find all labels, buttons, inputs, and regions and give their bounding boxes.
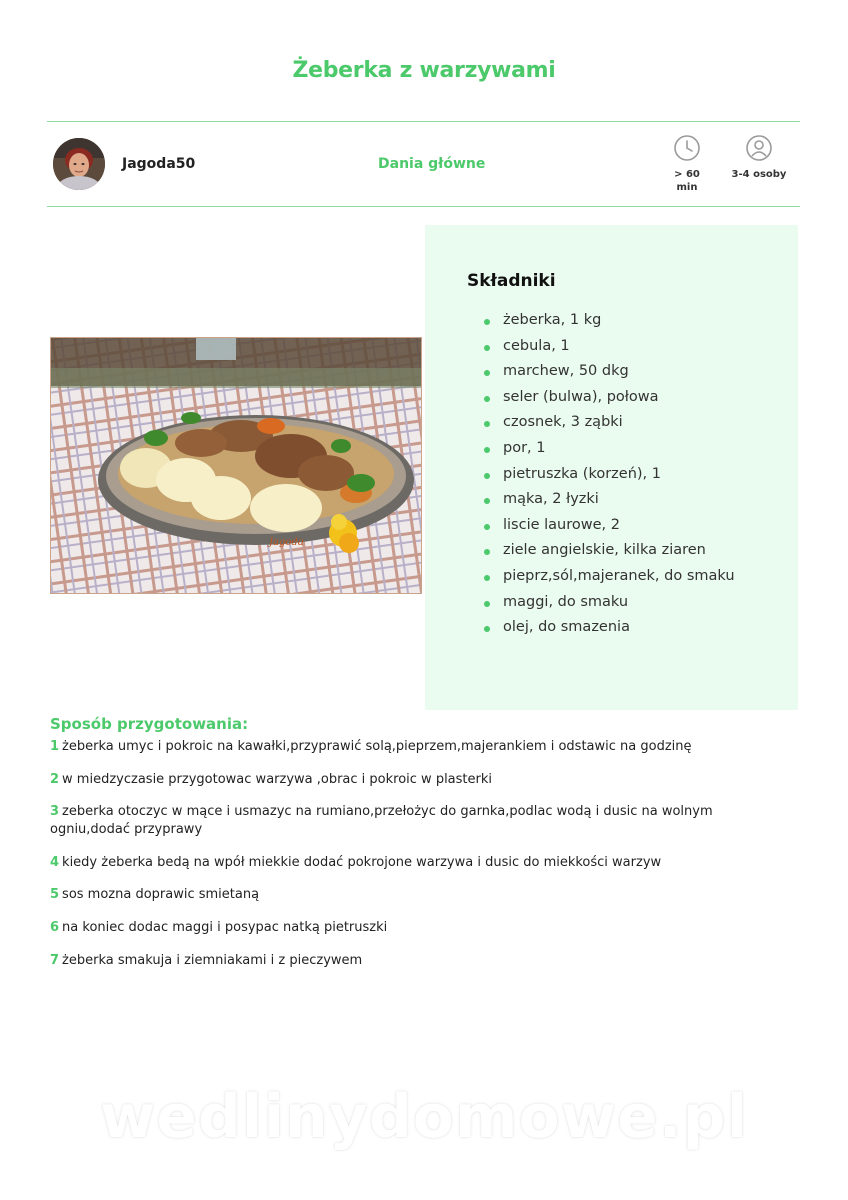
ingredient-item: liscie laurowe, 2 [503, 513, 735, 539]
ingredient-item: seler (bulwa), połowa [503, 385, 735, 411]
step-number: 2 [50, 771, 60, 787]
prep-time [667, 134, 707, 194]
step-number: 7 [50, 952, 60, 968]
preparation-steps [50, 738, 790, 984]
step-text: sos mozna doprawic smietaną [62, 887, 260, 903]
servings-value: 3-4 osoby [731, 169, 787, 180]
ingredient-item: żeberka, 1 kg [503, 308, 735, 334]
preparation-step [50, 886, 790, 904]
avatar-photo [53, 138, 105, 190]
step-text: na koniec dodac maggi i posypac natką pietruszki [62, 919, 388, 935]
prep-time-value: > 60 [674, 169, 700, 180]
ingredients-title: Składniki [467, 271, 556, 291]
dish-photo [51, 338, 422, 594]
ingredient-item: maggi, do smaku [503, 590, 735, 616]
site-watermark: wedlinydomowe.pl [99, 1082, 749, 1152]
ingredient-item: czosnek, 3 ząbki [503, 410, 735, 436]
ingredients-panel [425, 225, 798, 710]
ingredient-item: pieprz,sól,majeranek, do smaku [503, 564, 735, 590]
preparation-step [50, 803, 790, 839]
ingredient-item: pietruszka (korzeń), 1 [503, 462, 735, 488]
user-icon [745, 134, 773, 162]
preparation-step [50, 919, 790, 937]
step-number: 6 [50, 919, 60, 935]
ingredient-item: marchew, 50 dkg [503, 359, 735, 385]
svg-text:Jagoda: Jagoda [269, 537, 304, 548]
recipe-photo [50, 337, 422, 594]
step-text: zeberka otoczyc w mące i usmazyc na rumiano,przełożyc do garnka,podlac wodą i dusic na wolnym ogniu,dodać przyprawy [50, 804, 713, 838]
step-number: 5 [50, 887, 60, 903]
author-avatar[interactable] [53, 138, 105, 190]
header-divider-bottom [47, 206, 800, 207]
preparation-title: Sposób przygotowania: [50, 715, 249, 733]
ingredients-list [503, 308, 735, 641]
category-link[interactable]: Dania główne [378, 156, 486, 172]
step-text: żeberka umyc i pokroic na kawałki,przyprawić solą,pieprzem,majerankiem i odstawic na godzinę [62, 739, 692, 754]
step-text: kiedy żeberka bedą na wpół miekkie dodać pokrojone warzywa i dusic do miekkości warzyw [62, 854, 662, 870]
step-number: 1 [50, 739, 60, 754]
author-name[interactable]: Jagoda50 [122, 156, 196, 172]
step-text: żeberka smakuja i ziemniakami i z pieczywem [62, 952, 363, 968]
preparation-step [50, 952, 790, 970]
clock-icon [673, 134, 701, 162]
prep-time-unit: min [676, 182, 698, 193]
preparation-step [50, 854, 790, 872]
step-number: 4 [50, 854, 60, 870]
servings [727, 134, 791, 181]
preparation-step [50, 738, 790, 756]
ingredient-item: cebula, 1 [503, 334, 735, 360]
header-divider-top [47, 121, 800, 122]
step-number: 3 [50, 804, 60, 820]
ingredient-item: mąka, 2 łyzki [503, 487, 735, 513]
recipe-title: Żeberka z warzywami [292, 58, 556, 83]
preparation-step [50, 771, 790, 789]
ingredient-item: ziele angielskie, kilka ziaren [503, 538, 735, 564]
ingredient-item: olej, do smazenia [503, 615, 735, 641]
ingredient-item: por, 1 [503, 436, 735, 462]
step-text: w miedzyczasie przygotowac warzywa ,obrac i pokroic w plasterki [62, 771, 493, 787]
